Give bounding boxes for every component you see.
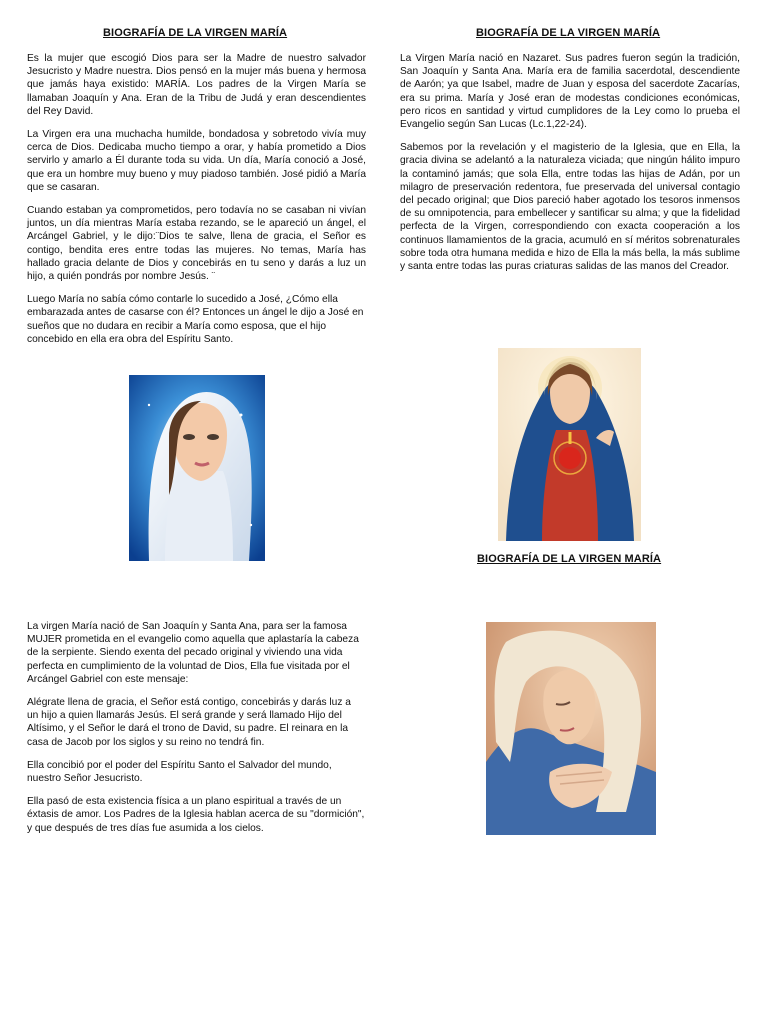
paragraph: Cuando estaban ya comprometidos, pero todavía no se casaban ni vivían juntos, un día mientras María estaba rezando, se le apareció un ángel, el Arcángel Gabriel, y le dijo:¨Dios te salve, llena de gracia, el Señor es contigo, bendita eres entre todas las mujeres. No temas, María has hallado gracia delante de Dios y concebirás en tu seno y darás a luz un hijo, a quién pondrás por nombre Jesús. ¨ <box>27 205 366 283</box>
virgin-portrait-veil-image <box>129 375 265 561</box>
immaculate-heart-image <box>498 348 641 541</box>
paragraph: Ella pasó de esta existencia física a un plano espiritual a través de un éxtasis de amor. Los Padres de la Iglesia hablan acerca de su "dormición", y que después de tres días fue asumida a los cielos. <box>27 796 365 834</box>
paragraph: La Virgen María nació en Nazaret. Sus padres fueron según la tradición, San Joaquín y Santa Ana. María era de familia sacerdotal, descendiente de Aarón; ya que Isabel, madre de Juan y esposa del sacerdote Zacarías, era su prima. María y José eran de modestas condiciones económicas, pero ricos en santidad y virtud cumplidores de la Ley como lo prueba el Evangelio según San Lucas (Lc.1,22-24). <box>400 53 740 131</box>
heading-left: BIOGRAFÍA DE LA VIRGEN MARÍA <box>103 27 288 39</box>
left-bottom-text <box>27 620 365 845</box>
left-top-text <box>27 52 366 356</box>
paragraph: La Virgen era una muchacha humilde, bondadosa y sobretodo vivía muy cerca de Dios. Dedicaba mucho tiempo a orar, y había prometido a Dios servirlo y amarlo a Él durante toda su vida. Un día, María conoció a José, que era un hombre muy bueno y muy piadoso también. José pidió a María que se casaran. <box>27 129 366 193</box>
heading-right: BIOGRAFÍA DE LA VIRGEN MARÍA <box>476 27 661 39</box>
paragraph: Luego María no sabía cómo contarle lo sucedido a José, ¿Cómo ella embarazada antes de casarse con él? Entonces un ángel le dijo a José en sueños que no dudara en recibir a María como esposa, que el hijo concebido en ella era obra del Espíritu Santo. <box>27 294 364 345</box>
paragraph: Ella concibió por el poder del Espíritu Santo el Salvador del mundo, nuestro Señor Jesucristo. <box>27 759 332 785</box>
paragraph: La virgen María nació de San Joaquín y Santa Ana, para ser la famosa MUJER prometida en el evangelio como aquella que aplastaría la cabeza de la serpiente. Siendo exenta del pecado original y viviendo una vida perfecta en cumplimiento de la voluntad de Dios, Ella fue visitada por el Arcángel Gabriel con este mensaje: <box>27 621 359 685</box>
paragraph: Es la mujer que escogió Dios para ser la Madre de nuestro salvador Jesucristo y Madre nuestra. Dios pensó en la mujer más buena y hermosa que jamás haya existido: MARÍA. Los padres de la Virgen María se llamaban Joaquín y Ana. Eran de la Tribu de Judá y eran descendientes del Rey David. <box>27 53 366 117</box>
virgin-in-prayer-image <box>486 622 656 835</box>
right-top-text <box>400 52 740 283</box>
heading-right-lower: BIOGRAFÍA DE LA VIRGEN MARÍA <box>477 553 662 565</box>
paragraph: Sabemos por la revelación y el magisterio de la Iglesia, que en Ella, la gracia divina se adelantó a la naturaleza viciada; que ningún hálito impuro la contaminó jamás; que sola Ella, entre todas las hijas de Adán, por un milagro de preservación redentora, fue preservada del universal contagio del pecado original; que Dios pareció haber agotado los tesoros inmensos de su omnipotencia, para embellecer y santificar su alma; y que la fidelidad perfecta de la Virgen, correspondiendo con exacta cooperación a los continuos llamamientos de la gracia, acumuló en sí méritos sobrenaturales sobre toda otra humana medida e hizo de Ella la más bella, la más sublime y santa entre todas las puras criaturas salidas de las manos del Creador. <box>400 142 740 273</box>
paragraph: Alégrate llena de gracia, el Señor está contigo, concebirás y darás luz a un hijo a quien llamarás Jesús. El será grande y será llamado Hijo del Altísimo, y el Señor le dará el trono de David, su padre. El reinara en la casa de Jacob por los siglos y su reino no tendrá fin. <box>27 697 351 748</box>
